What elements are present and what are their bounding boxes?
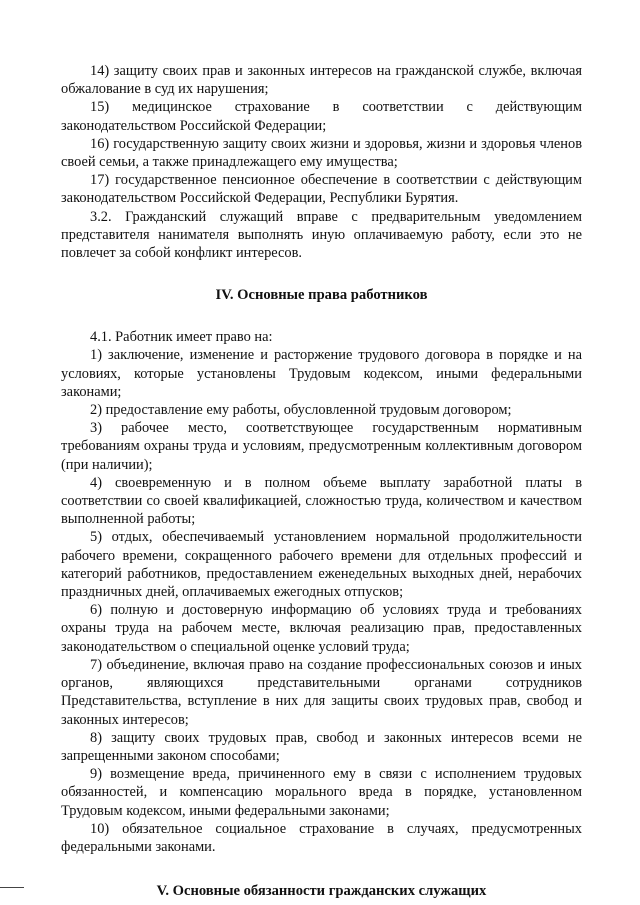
section-heading-v: V. Основные обязанности гражданских служащих [156,883,487,900]
page-edge-mark [0,887,24,888]
paragraph-item-15: 15) медицинское страхование в соответствии с действующим законодательством Российской Федерации; [61,99,582,134]
right-item-3: 3) рабочее место, соответствующее государственным нормативным требованиям охраны труда и условиям, предусмотренным коллективным договором (при наличии); [61,420,582,473]
paragraph-item-16: 16) государственную защиту своих жизни и здоровья, жизни и здоровья членов своей семьи, а также принадлежащего ему имущества; [61,135,582,171]
paragraph-4-1: 4.1. Работник имеет право на: [90,329,273,346]
document-body [61,62,582,900]
right-item-8: 8) защиту своих трудовых прав, свобод и законных интересов всеми не запрещенными законом способами; [61,729,582,764]
section-heading-iv: IV. Основные права работников [215,287,428,304]
right-item-4: 4) своевременную и в полном объеме выплату заработной платы в соответствии со своей квалификацией, сложностью труда, количеством и качеством выполненной работы; [61,474,582,528]
paragraph-item-17: 17) государственное пенсионное обеспечение в соответствии с действующим законодательством Российской Федерации, Республики Бурятия. [61,172,582,207]
paragraph-3-2: 3.2. Гражданский служащий вправе с предварительным уведомлением представителя нанимателя выполнять иную оплачиваемую работу, если это не повлечет за собой конфликт интересов. [61,208,582,262]
right-item-10: 10) обязательное социальное страхование в случаях, предусмотренных федеральными законами. [61,820,582,855]
right-item-1: 1) заключение, изменение и расторжение трудового договора в порядке и на условиях, которые установлены Трудовым кодексом, иными федеральными законами; [61,347,582,400]
paragraph-item-14: 14) защиту своих прав и законных интересов на гражданской службе, включая обжалование в суд их нарушения; [61,63,582,98]
right-item-5: 5) отдых, обеспечиваемый установлением нормальной продолжительности рабочего времени, сокращенного рабочего времени для отдельных профессий и категорий работников, предоставлением еженедельных выходных дней, нерабочих праздничных дней, оплачиваемых ежегодных отпусков; [61,529,582,601]
right-item-2: 2) предоставление ему работы, обусловленной трудовым договором; [90,402,512,419]
right-item-6: 6) полную и достоверную информацию об условиях труда и требованиях охраны труда на рабочем месте, включая реализацию прав, предоставленных законодательством о специальной оценке условий труда; [61,602,582,655]
right-item-7: 7) объединение, включая право на создание профессиональных союзов и иных органов, являющихся представительными органами сотрудников Представительства, вступление в них для защиты своих трудовых прав, свобод и законных интересов; [61,656,582,728]
right-item-9: 9) возмещение вреда, причиненного ему в связи с исполнением трудовых обязанностей, и компенсацию морального вреда в порядке, установленном Трудовым кодексом, иными федеральными законами; [61,766,582,819]
